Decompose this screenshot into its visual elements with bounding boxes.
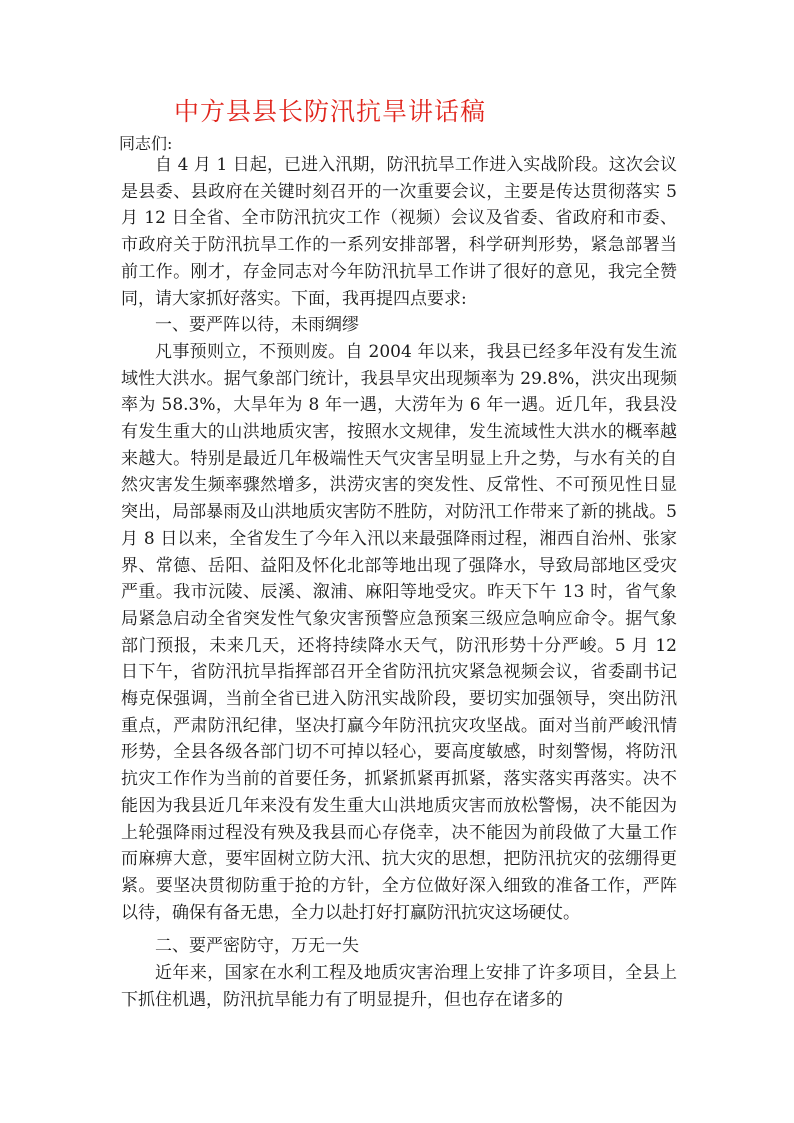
document-body xyxy=(121,152,677,1014)
section-2-paragraph: 近年来，国家在水利工程及地质灾害治理上安排了许多项目，全县上下抓住机遇，防汛抗旱能力有了明显提升，但也存在诸多的 xyxy=(121,963,677,1010)
intro-paragraph: 自 4 月 1 日起，已进入汛期，防汛抗旱工作进入实战阶段。这次会议是县委、县政府在关键时刻召开的一次重要会议，主要是传达贯彻落实 5 月 12 日全省、全市防汛抗灾工作（视频）会议及省委、省政府和市委、市政府关于防汛抗旱工作的一系列安排部署，科学研判形势，紧急部署当前工作。刚才，存金同志对今年防汛抗旱工作讲了很好的意见，我完全赞同，请大家抓好落实。下面，我再提四点要求: xyxy=(121,155,677,309)
section-heading-2: 二、要严密防守，万无一失 xyxy=(155,936,359,957)
section-1-paragraph: 凡事预则立，不预则废。自 2004 年以来，我县已经多年没有发生流域性大洪水。据气象部门统计，我县旱灾出现频率为 29.8%，洪灾出现频率为 58.3%，大旱年为 8 年一遇，大涝年为 6 年一遇。近几年，我县没有发生重大的山洪地质灾害，按照水文规律，发生流域性大洪水的概率越来越大。特别是最近几年极端性天气灾害呈明显上升之势，与水有关的自然灾害发生频率骤然增多，洪涝灾害的突发性、反常性、不可预见性日显突出，局部暴雨及山洪地质灾害防不胜防，对防汛工作带来了新的挑战。5 月 8 日以来，全省发生了今年入汛以来最强降雨过程，湘西自治州、张家界、常德、岳阳、益阳及怀化北部等地出现了强降水，导致局部地区受灾严重。我市沅陵、辰溪、溆浦、麻阳等地受灾。昨天下午 13 时，省气象局紧急启动全省突发性气象灾害预警应急预案三级应急响应命令。据气象部门预报，未来几天，还将持续降水天气，防汛形势十分严峻。5 月 12 日下午，省防汛抗旱指挥部召开全省防汛抗灾紧急视频会议，省委副书记梅克保强调，当前全省已进入防汛实战阶段，要切实加强领导，突出防汛重点，严肃防汛纪律，坚决打赢今年防汛抗灾攻坚战。面对当前严峻汛情形势，全县各级各部门切不可掉以轻心，要高度敏感，时刻警惕，将防汛抗灾工作作为当前的首要任务，抓紧抓紧再抓紧，落实落实再落实。决不能因为我县近几年来没有发生重大山洪地质灾害而放松警惕，决不能因为上轮强降雨过程没有殃及我县而心存侥幸，决不能因为前段做了大量工作而麻痹大意，要牢固树立防大汛、抗大灾的思想，把防汛抗灾的弦绷得更紧。要坚决贯彻防重于抢的方针，全方位做好深入细致的准备工作，严阵以待，确保有备无患，全力以赴打好打赢防汛抗灾这场硬仗。 xyxy=(121,341,677,923)
section-heading-1: 一、要严阵以待，未雨绸缪 xyxy=(155,315,359,336)
document-title: 中方县县长防汛抗旱讲话稿 xyxy=(174,97,487,126)
salutation: 同志们: xyxy=(119,134,173,153)
